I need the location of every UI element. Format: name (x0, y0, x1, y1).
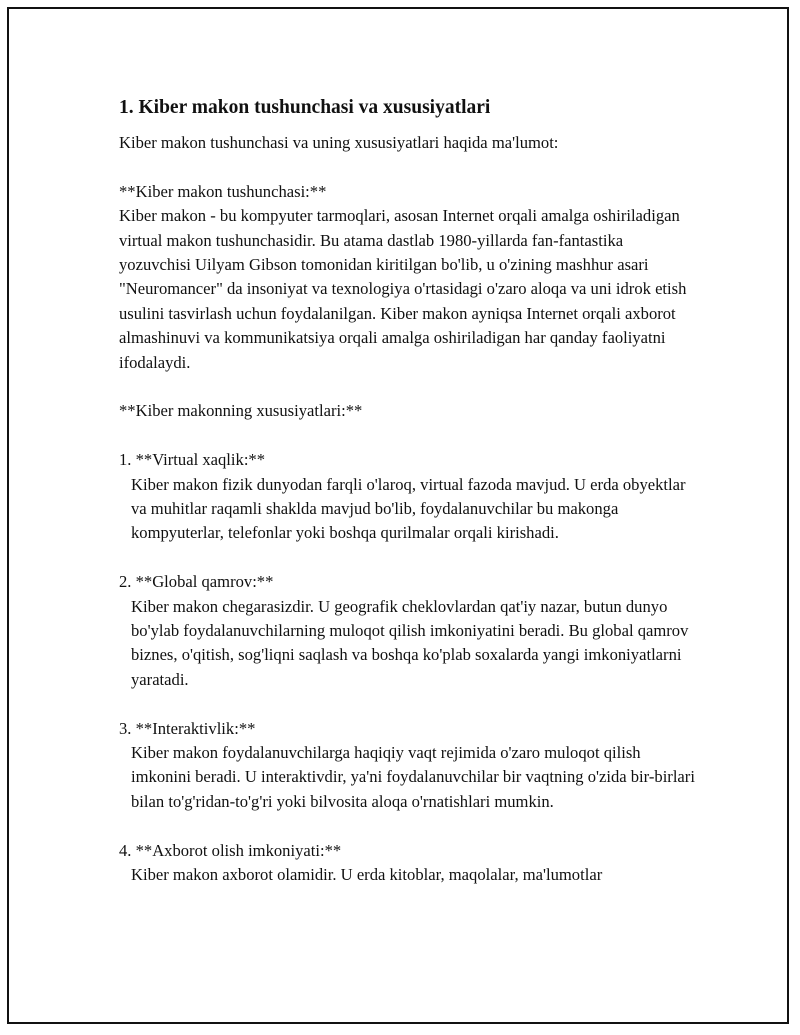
feature-text: Kiber makon foydalanuvchilarga haqiqiy vaqt rejimida o'zaro muloqot qilish imkonini beradi. U interaktivdir, ya'ni foydalanuvchilar bir vaqtning o'zida bir-birlari bilan to'g'ridan-to'g'ri yoki bilvosita aloqa o'rnatishlari mumkin. (131, 743, 700, 811)
concept-heading: **Kiber makon tushunchasi:** (119, 181, 327, 201)
spacer (119, 692, 699, 716)
feature-text: Kiber makon axborot olamidir. U erda kitoblar, maqolalar, ma'lumotlar (131, 865, 603, 885)
document-content (119, 95, 699, 888)
features-heading: **Kiber makonning xususiyatlari:** (119, 401, 363, 421)
intro-paragraph: Kiber makon tushunchasi va uning xususiyatlari haqida ma'lumot: (119, 133, 559, 152)
spacer (119, 375, 699, 399)
document-page (7, 7, 789, 1024)
feature-heading: 3. **Interaktivlik:** (119, 718, 256, 738)
feature-heading: 2. **Global qamrov:** (119, 572, 274, 592)
spacer (119, 814, 699, 838)
feature-heading: 4. **Axborot olish imkoniyati:** (119, 840, 342, 860)
spacer (119, 546, 699, 570)
spacer (119, 424, 699, 448)
section-title: 1. Kiber makon tushunchasi va xususiyatlari (119, 97, 491, 118)
feature-text: Kiber makon fizik dunyodan farqli o'laroq, virtual fazoda mavjud. U erda obyektlar va muhitlar raqamli shaklda mavjud bo'lib, foydalanuvchilar bu makonga kompyuterlar, telefonlar yoki boshqa qurilmalar orqali kirishadi. (131, 474, 690, 543)
spacer (119, 155, 699, 179)
feature-heading: 1. **Virtual xaqlik:** (119, 450, 266, 470)
concept-paragraph: Kiber makon - bu kompyuter tarmoqlari, asosan Internet orqali amalga oshiriladigan virtual makon tushunchasidir. Bu atama dastlab 1980-yillarda fan-fantastika yozuvchisi Uilyam Gibson tomonidan kiritilgan bo'lib, u o'zining mashhur asari "Neuromancer" da insoniyat va texnologiya o'rtasidagi o'zaro aloqa va uni idrok etish usulini tasvirlash uchun foydalanilgan. Kiber makon ayniqsa Internet orqali axborot almashinuvi va kommunikatsiya orqali amalga oshiriladigan har qanday faoliyatni ifodalaydi. (119, 206, 691, 372)
feature-text: Kiber makon chegarasizdir. U geografik cheklovlardan qat'iy nazar, butun dunyo bo'ylab foydalanuvchilarning muloqot qilish imkoniyatini beradi. Bu global qamrov biznes, o'qitish, sog'liqni saqlash va boshqa ko'plab soxalarda yangi imkoniyatlarni yaratadi. (131, 596, 693, 689)
